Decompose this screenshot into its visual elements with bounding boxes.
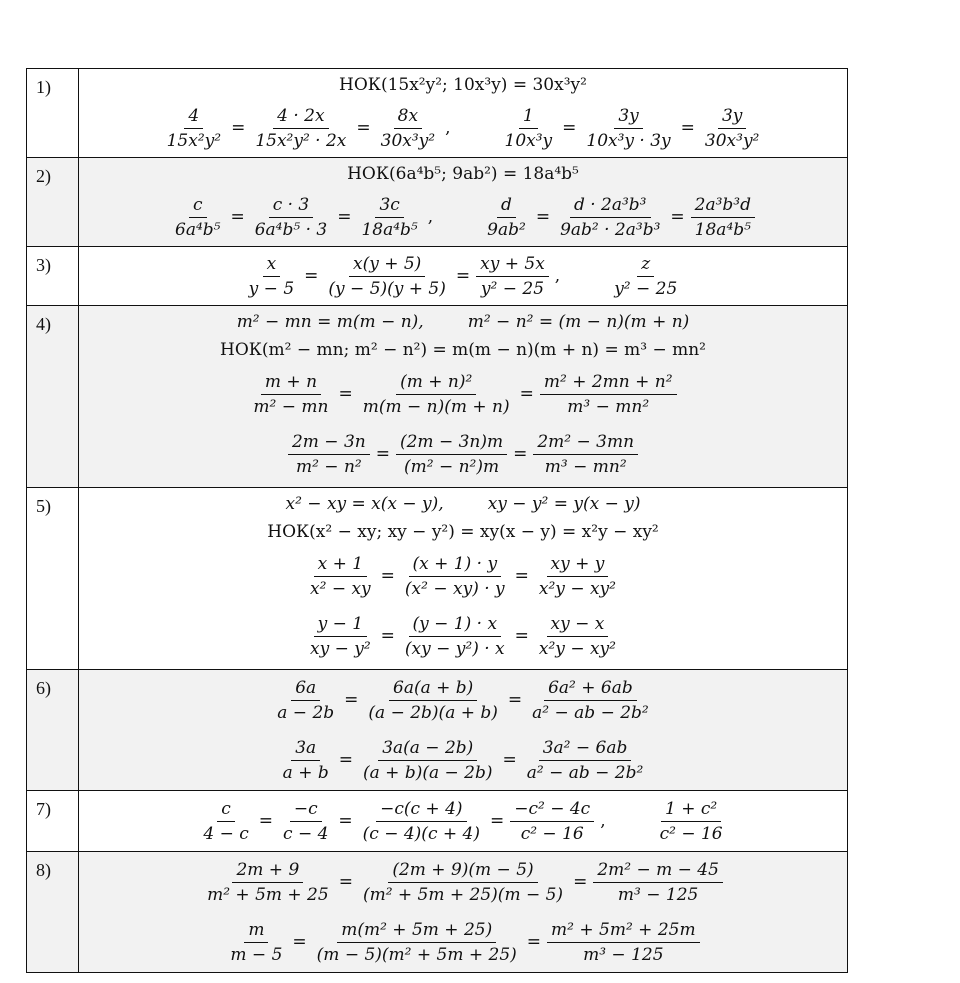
fraction xyxy=(535,552,620,601)
numerator: 4 · 2x xyxy=(273,104,328,129)
numerator: (2m + 9)(m − 5) xyxy=(388,858,537,883)
denominator: m − 5 xyxy=(230,944,283,965)
factor-line: m² − n² = (m − n)(m + n) xyxy=(467,312,690,332)
row-content xyxy=(79,670,848,791)
denominator: m² + 5m + 25 xyxy=(207,884,329,905)
denominator: c² − 16 xyxy=(659,823,723,844)
numerator: −c xyxy=(290,797,322,822)
fraction xyxy=(523,736,648,785)
table-row xyxy=(27,488,848,670)
numerator: 1 + c² xyxy=(661,797,721,822)
denominator: m³ − mn² xyxy=(544,456,627,477)
denominator: (a − 2b)(a + b) xyxy=(368,702,498,723)
fraction-chain xyxy=(79,188,847,246)
denominator: (x² − xy) · y xyxy=(404,578,505,599)
numerator: x + 1 xyxy=(314,552,367,577)
denominator: m³ − 125 xyxy=(617,884,699,905)
denominator: 6a⁴b⁵ xyxy=(175,219,221,240)
denominator: a − 2b xyxy=(277,702,335,723)
numerator: 2a³b³d xyxy=(691,193,755,218)
fraction xyxy=(288,430,370,479)
operator: = xyxy=(380,566,395,586)
fraction xyxy=(556,193,664,242)
numerator: x xyxy=(263,252,281,277)
numerator: y − 1 xyxy=(314,612,367,637)
denominator: m² − n² xyxy=(295,456,362,477)
numerator: 2m² − m − 45 xyxy=(593,858,723,883)
operator: = xyxy=(375,444,390,464)
row-content xyxy=(79,69,848,158)
row-number: 6) xyxy=(27,670,79,791)
denominator: x² − xy xyxy=(310,578,371,599)
denominator: m² − mn xyxy=(253,396,329,417)
numerator: xy + 5x xyxy=(476,252,549,277)
operator: = xyxy=(514,566,529,586)
fraction xyxy=(163,104,225,153)
operator: = xyxy=(502,750,517,770)
denominator: 6a⁴b⁵ · 3 xyxy=(254,219,328,240)
numerator: m xyxy=(244,918,268,943)
fraction xyxy=(249,370,332,419)
numerator: m² + 2mn + n² xyxy=(540,370,677,395)
fraction xyxy=(401,612,509,661)
denominator: (m² + 5m + 25)(m − 5) xyxy=(362,884,564,905)
fraction xyxy=(701,104,763,153)
operator: = xyxy=(338,872,353,892)
fraction xyxy=(251,193,332,242)
numerator: 3y xyxy=(614,104,642,129)
numerator: xy − x xyxy=(547,612,609,637)
operator: = xyxy=(338,384,353,404)
numerator: d · 2a³b³ xyxy=(570,193,651,218)
operator: , xyxy=(600,811,606,831)
fraction-chain xyxy=(79,670,847,730)
operator: = xyxy=(338,750,353,770)
operator: = xyxy=(455,266,471,286)
denominator: 15x²y² · 2x xyxy=(255,130,347,151)
row-number: 1) xyxy=(27,69,79,158)
operator: , xyxy=(445,118,451,138)
numerator: 3a² − 6ab xyxy=(539,736,632,761)
denominator: 9ab² · 2a³b³ xyxy=(560,219,661,240)
denominator: x²y − xy² xyxy=(538,578,616,599)
denominator: 30x³y² xyxy=(704,130,760,151)
fraction-chain xyxy=(79,247,847,305)
row-number: 2) xyxy=(27,158,79,247)
denominator: c² − 16 xyxy=(520,823,584,844)
denominator: y − 5 xyxy=(248,278,295,299)
operator: = xyxy=(513,444,528,464)
numerator: 3c xyxy=(375,193,403,218)
operator: = xyxy=(292,932,307,952)
numerator: 4 xyxy=(184,104,203,129)
lcm-line: НОК(15x²y²; 10x³y) = 30x³y² xyxy=(339,75,587,95)
table-row xyxy=(27,247,848,306)
numerator: c xyxy=(189,193,207,218)
row-number: 7) xyxy=(27,791,79,852)
denominator: 30x³y² xyxy=(380,130,436,151)
denominator: xy − y² xyxy=(310,638,371,659)
numerator: (y − 1) · x xyxy=(409,612,502,637)
numerator: c · 3 xyxy=(269,193,314,218)
table-row xyxy=(27,852,848,973)
numerator: c xyxy=(217,797,235,822)
operator: = xyxy=(535,207,551,227)
denominator: 4 − c xyxy=(203,823,249,844)
fraction xyxy=(359,736,496,785)
fraction xyxy=(357,193,421,242)
operator: = xyxy=(680,118,695,138)
denominator: 10x³y xyxy=(504,130,553,151)
denominator: m(m − n)(m + n) xyxy=(362,396,510,417)
denominator: 18a⁴b⁵ xyxy=(694,219,751,240)
table-row xyxy=(27,306,848,488)
numerator: −c(c + 4) xyxy=(376,797,466,822)
solutions-table xyxy=(26,68,848,973)
fraction xyxy=(324,252,449,301)
table-row xyxy=(27,69,848,158)
denominator: c − 4 xyxy=(283,823,329,844)
operator: = xyxy=(338,811,353,831)
operator: , xyxy=(554,266,561,286)
denominator: 10x³y · 3y xyxy=(586,130,671,151)
numerator: 3a(a − 2b) xyxy=(378,736,477,761)
denominator: (m − 5)(m² + 5m + 25) xyxy=(316,944,517,965)
fraction xyxy=(359,797,484,846)
operator: = xyxy=(514,626,529,646)
fraction xyxy=(245,252,298,301)
row-content xyxy=(79,247,848,306)
denominator: x²y − xy² xyxy=(538,638,616,659)
fraction-chain xyxy=(79,606,847,666)
numerator: 6a² + 6ab xyxy=(544,676,637,701)
table-row xyxy=(27,791,848,852)
operator: = xyxy=(356,118,371,138)
operator: = xyxy=(231,118,246,138)
numerator: (x + 1) · y xyxy=(409,552,502,577)
operator: , xyxy=(427,207,434,227)
fraction xyxy=(364,676,501,725)
row-content xyxy=(79,158,848,247)
denominator: (m² − n²)m xyxy=(403,456,500,477)
fraction xyxy=(251,104,350,153)
fraction-chain xyxy=(79,791,847,851)
denominator: (xy − y²) · x xyxy=(404,638,505,659)
operator: = xyxy=(562,118,577,138)
fraction xyxy=(359,858,567,907)
row-content xyxy=(79,852,848,973)
fraction xyxy=(476,252,549,301)
numerator: 3y xyxy=(718,104,746,129)
numerator: (m + n)² xyxy=(396,370,476,395)
fraction xyxy=(528,676,653,725)
operator: = xyxy=(258,811,274,831)
numerator: z xyxy=(637,252,654,277)
operator: = xyxy=(519,384,534,404)
row-number: 5) xyxy=(27,488,79,670)
operator: = xyxy=(380,626,395,646)
numerator: d xyxy=(497,193,516,218)
numerator: m + n xyxy=(261,370,321,395)
operator: = xyxy=(230,207,245,227)
denominator: a² − ab − 2b² xyxy=(526,762,644,783)
fraction-chain xyxy=(79,852,847,912)
fraction-chain xyxy=(79,730,847,790)
numerator: −c² − 4c xyxy=(510,797,594,822)
operator: = xyxy=(507,690,523,710)
operator: = xyxy=(670,207,685,227)
numerator: 6a(a + b) xyxy=(389,676,477,701)
factor-line: x² − xy = x(x − y), xyxy=(285,494,444,514)
operator: = xyxy=(344,690,359,710)
denominator: 18a⁴b⁵ xyxy=(361,219,418,240)
fraction xyxy=(226,918,286,967)
fraction xyxy=(593,858,723,907)
factor-line: xy − y² = y(x − y) xyxy=(487,494,641,514)
lcm-line: НОК(x² − xy; xy − y²) = xy(x − y) = x²y − xy² xyxy=(267,522,659,542)
lcm-line: НОК(m² − mn; m² − n²) = m(m − n)(m + n) = m³ − mn² xyxy=(220,340,706,360)
fraction xyxy=(535,612,620,661)
denominator: 9ab² xyxy=(487,219,526,240)
fraction xyxy=(540,370,677,419)
fraction-chain xyxy=(79,912,847,972)
fraction xyxy=(279,797,332,846)
denominator: (y − 5)(y + 5) xyxy=(328,278,446,299)
row-number: 4) xyxy=(27,306,79,488)
fraction xyxy=(203,858,333,907)
numerator: 3a xyxy=(291,736,320,761)
operator: = xyxy=(304,266,319,286)
fraction xyxy=(199,797,252,846)
row-number: 8) xyxy=(27,852,79,973)
denominator: m³ − mn² xyxy=(567,396,650,417)
numerator: 8x xyxy=(394,104,422,129)
numerator: 1 xyxy=(519,104,538,129)
fraction xyxy=(359,370,514,419)
denominator: (a + b)(a − 2b) xyxy=(363,762,493,783)
fraction-chain xyxy=(79,364,847,424)
numerator: xy + y xyxy=(547,552,609,577)
operator: = xyxy=(526,932,542,952)
fraction xyxy=(501,104,557,153)
operator: = xyxy=(489,811,505,831)
table-row xyxy=(27,158,848,247)
numerator: 2m + 9 xyxy=(232,858,303,883)
fraction xyxy=(279,736,333,785)
fraction xyxy=(483,193,530,242)
numerator: 6a xyxy=(291,676,320,701)
numerator: 2m² − 3mn xyxy=(533,430,638,455)
fraction xyxy=(396,430,507,479)
row-content xyxy=(79,791,848,852)
lcm-line: НОК(6a⁴b⁵; 9ab²) = 18a⁴b⁵ xyxy=(347,164,579,184)
numerator: (2m − 3n)m xyxy=(396,430,507,455)
denominator: 15x²y² xyxy=(166,130,222,151)
fraction xyxy=(306,612,375,661)
operator: = xyxy=(337,207,352,227)
denominator: m³ − 125 xyxy=(583,944,664,965)
row-content xyxy=(79,488,848,670)
numerator: 2m − 3n xyxy=(288,430,370,455)
row-content xyxy=(79,306,848,488)
fraction xyxy=(547,918,700,967)
row-number: 3) xyxy=(27,247,79,306)
fraction xyxy=(377,104,439,153)
denominator: a² − ab − 2b² xyxy=(532,702,649,723)
fraction-chain xyxy=(79,546,847,606)
fraction xyxy=(610,252,681,301)
numerator: x(y + 5) xyxy=(349,252,425,277)
fraction xyxy=(533,430,638,479)
numerator: m² + 5m² + 25m xyxy=(547,918,700,943)
denominator: y² − 25 xyxy=(480,278,545,299)
fraction xyxy=(273,676,338,725)
fraction xyxy=(656,797,727,846)
fraction xyxy=(171,193,224,242)
fraction xyxy=(582,104,674,153)
fraction xyxy=(691,193,755,242)
factor-line: m² − mn = m(m − n), xyxy=(236,312,424,332)
denominator: a + b xyxy=(282,762,329,783)
fraction-chain xyxy=(79,424,847,484)
fraction xyxy=(313,918,521,967)
numerator: m(m² + 5m + 25) xyxy=(337,918,496,943)
fraction-chain xyxy=(79,99,847,157)
fraction xyxy=(306,552,375,601)
table-row xyxy=(27,670,848,791)
denominator: (c − 4)(c + 4) xyxy=(362,823,480,844)
operator: = xyxy=(573,872,588,892)
fraction xyxy=(401,552,509,601)
fraction xyxy=(510,797,594,846)
denominator: y² − 25 xyxy=(614,278,678,299)
